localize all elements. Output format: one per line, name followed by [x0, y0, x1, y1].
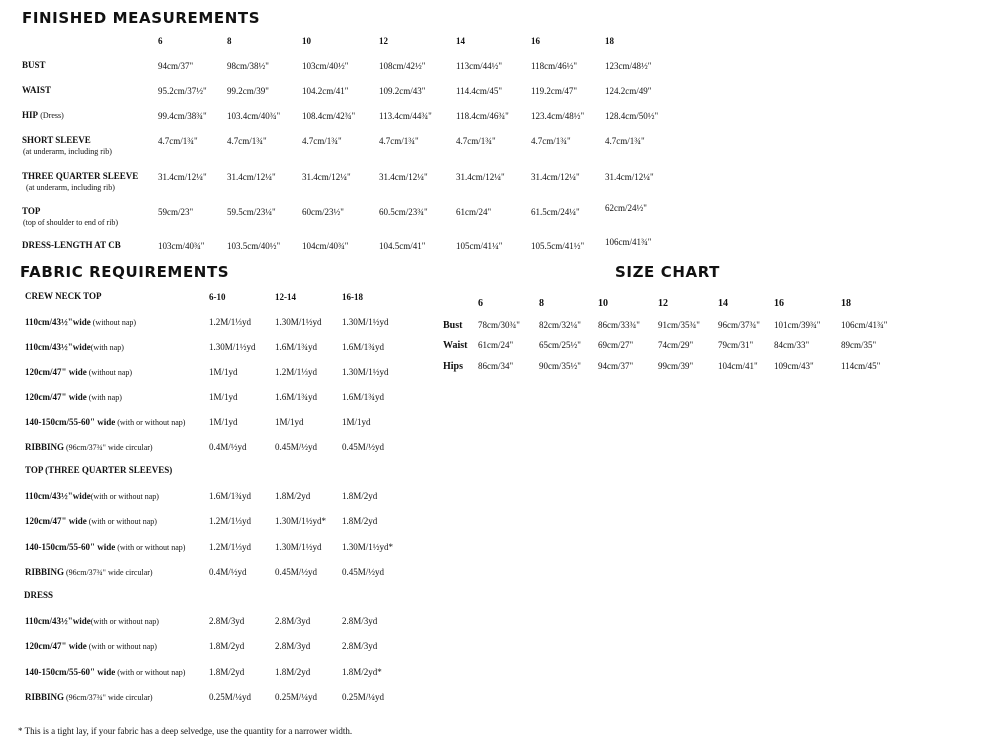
fr-fabric-note: (with nap) — [86, 393, 122, 402]
fr-fabric-width: 120cm/47" wide — [25, 516, 87, 526]
fr-fabric-note: (with or without nap) — [90, 617, 159, 626]
fm-size-header: 14 — [456, 36, 465, 46]
fm-measure-name: WAIST — [22, 85, 52, 95]
sc-value-cell: 91cm/35¾" — [658, 320, 700, 330]
sc-value-cell: 69cm/27" — [598, 340, 634, 350]
fm-value-cell: 98cm/38½" — [227, 61, 269, 71]
fr-value-cell: 0.45M/½yd — [275, 442, 318, 452]
fm-size-header: 18 — [605, 36, 614, 46]
fm-value-cell: 124.2cm/49" — [605, 86, 652, 96]
fm-size-header: 16 — [531, 36, 540, 46]
fm-value-cell: 118.4cm/46¾" — [456, 111, 509, 121]
fm-measure-name: TOP — [22, 206, 41, 216]
fr-value-cell: 1.2M/1⅓yd — [209, 516, 252, 526]
fr-fabric-note: (96cm/37¾" wide circular) — [64, 443, 153, 452]
fr-value-cell: 1.2M/1⅓yd — [275, 367, 318, 377]
fm-value-cell: 4.7cm/1¾" — [302, 136, 342, 146]
fabric-requirements-title: FABRIC REQUIREMENTS — [20, 263, 230, 281]
fr-fabric-note: (with nap) — [90, 343, 124, 352]
fr-fabric-note: (with or without nap) — [115, 668, 186, 677]
fm-value-cell: 118cm/46½" — [531, 61, 578, 71]
fm-size-header: 12 — [379, 36, 388, 46]
fr-value-cell: 0.25M/¼yd — [342, 692, 385, 702]
fm-value-cell: 60cm/23½" — [302, 207, 344, 217]
sc-size-header: 18 — [841, 298, 851, 309]
sc-value-cell: 90cm/35½" — [539, 361, 581, 371]
fr-value-cell: 1.30M/1½yd — [342, 317, 389, 327]
fm-value-cell: 104cm/40¾" — [302, 241, 349, 251]
fr-fabric-note: (with or without nap) — [90, 492, 159, 501]
sc-value-cell: 74cm/29" — [658, 340, 694, 350]
sc-value-cell: 86cm/34" — [478, 361, 514, 371]
fr-fabric-note: (with or without nap) — [115, 418, 186, 427]
fr-fabric-width: 120cm/47" wide — [25, 367, 87, 377]
fm-value-cell: 119.2cm/47" — [531, 86, 578, 96]
fm-value-cell: 106cm/41¾" — [605, 237, 652, 247]
fm-value-cell: 113cm/44½" — [456, 61, 503, 71]
sc-value-cell: 65cm/25½" — [539, 340, 581, 350]
fm-value-cell: 31.4cm/12¼" — [158, 172, 207, 182]
fr-value-cell: 1.8M/2yd — [209, 667, 245, 677]
fm-value-cell: 105.5cm/41½" — [531, 241, 585, 251]
fr-fabric-label — [25, 442, 153, 453]
size-chart-title: SIZE CHART — [615, 263, 721, 281]
fr-fabric-width: 140-150cm/55-60" wide — [25, 667, 116, 677]
fm-measure-name: BUST — [22, 60, 46, 70]
fr-section-heading: DRESS — [24, 590, 54, 600]
fm-value-cell: 61cm/24" — [456, 207, 492, 217]
fr-value-cell: 0.25M/¼yd — [275, 692, 318, 702]
sc-size-header: 8 — [539, 298, 544, 309]
fm-measure-note: (at underarm, including rib) — [23, 147, 112, 156]
fr-value-cell: 1.30M/1½yd* — [275, 516, 327, 526]
fm-measure-name: THREE QUARTER SLEEVE — [22, 171, 139, 181]
fm-value-cell: 31.4cm/12¼" — [456, 172, 505, 182]
fm-value-cell: 99.4cm/38¾" — [158, 111, 207, 121]
fr-fabric-label — [25, 692, 153, 703]
fr-value-cell: 1.2M/1⅓yd — [209, 542, 252, 552]
fr-value-cell: 1.30M/1½yd — [275, 317, 322, 327]
fr-value-cell: 1.30M/1½yd — [209, 342, 256, 352]
fm-value-cell: 4.7cm/1¾" — [227, 136, 267, 146]
fr-value-cell: 1.30M/1½yd* — [342, 542, 394, 552]
fr-fabric-note: (without nap) — [90, 318, 137, 327]
fr-value-cell: 1.30M/1½yd — [275, 542, 322, 552]
fm-row-label — [22, 60, 46, 71]
fr-fabric-label — [25, 616, 159, 627]
fm-value-cell: 104.2cm/41" — [302, 86, 349, 96]
fr-size-group-header: 16-18 — [342, 292, 363, 302]
fr-fabric-width: 110cm/43½"wide — [25, 342, 91, 352]
fr-fabric-width: 140-150cm/55-60" wide — [25, 417, 116, 427]
fr-value-cell: 1.30M/1½yd — [342, 367, 389, 377]
fm-value-cell: 95.2cm/37½" — [158, 86, 207, 96]
fr-value-cell: 1M/1yd — [275, 417, 304, 427]
fr-value-cell: 0.4M/½yd — [209, 567, 247, 577]
fr-fabric-label — [25, 516, 157, 527]
fr-fabric-width: 110cm/43½"wide — [25, 491, 91, 501]
fm-value-cell: 99.2cm/39" — [227, 86, 269, 96]
fr-section-heading: CREW NECK TOP — [25, 291, 102, 301]
fm-value-cell: 31.4cm/12¼" — [531, 172, 580, 182]
fm-size-header: 8 — [227, 36, 232, 46]
fr-fabric-label — [25, 317, 136, 328]
sc-value-cell: 104cm/41" — [718, 361, 758, 371]
fm-measure-name: HIP — [22, 110, 39, 120]
footnote: * This is a tight lay, if your fabric has a deep selvedge, use the quantity for a narrower width. — [18, 726, 353, 736]
fm-value-cell: 62cm/24½" — [605, 203, 647, 213]
fm-value-cell: 31.4cm/12¼" — [302, 172, 351, 182]
sc-value-cell: 99cm/39" — [658, 361, 694, 371]
fm-value-cell: 4.7cm/1¾" — [379, 136, 419, 146]
fr-value-cell: 1.8M/2yd — [342, 491, 378, 501]
fr-fabric-label — [25, 542, 185, 553]
fr-value-cell: 2.8M/3yd — [209, 616, 245, 626]
fm-value-cell: 103.5cm/40½" — [227, 241, 281, 251]
fr-value-cell: 2.8M/3yd — [275, 641, 311, 651]
fr-value-cell: 1.6M/1¾yd — [342, 342, 385, 352]
fr-section-heading: TOP (THREE QUARTER SLEEVES) — [25, 465, 173, 475]
fr-value-cell: 1.8M/2yd — [275, 491, 311, 501]
fr-size-group-header: 6-10 — [209, 292, 226, 302]
fr-value-cell: 1M/1yd — [209, 417, 238, 427]
sc-value-cell: 106cm/41¾" — [841, 320, 888, 330]
fm-row-label — [22, 206, 40, 217]
sc-size-header: 6 — [478, 298, 483, 309]
fm-value-cell: 104.5cm/41" — [379, 241, 426, 251]
fr-value-cell: 1.2M/1⅓yd — [209, 317, 252, 327]
fm-value-cell: 31.4cm/12¼" — [379, 172, 428, 182]
fr-value-cell: 1M/1yd — [209, 367, 238, 377]
fm-value-cell: 103.4cm/40¾" — [227, 111, 281, 121]
sc-value-cell: 86cm/33¾" — [598, 320, 640, 330]
fr-value-cell: 0.45M/½yd — [275, 567, 318, 577]
fr-value-cell: 1.6M/1¾yd — [209, 491, 252, 501]
sc-value-cell: 78cm/30¾" — [478, 320, 520, 330]
fr-value-cell: 1.8M/2yd — [275, 667, 311, 677]
sc-value-cell: 61cm/24" — [478, 340, 514, 350]
fm-row-label — [22, 171, 138, 182]
fm-row-label — [22, 110, 64, 121]
fm-measure-note: (at underarm, including rib) — [26, 183, 115, 192]
fr-fabric-note: (with or without nap) — [115, 543, 186, 552]
fr-fabric-note: (96cm/37¾" wide circular) — [64, 568, 153, 577]
fr-value-cell: 1M/1yd — [342, 417, 371, 427]
fm-value-cell: 31.4cm/12¼" — [605, 172, 654, 182]
fr-fabric-note: (with or without nap) — [86, 517, 157, 526]
fm-measure-note: (Dress) — [40, 111, 64, 120]
fr-fabric-label — [25, 491, 159, 502]
fr-value-cell: 1.6M/1¾yd — [275, 342, 318, 352]
finished-measurements-title: FINISHED MEASUREMENTS — [22, 9, 261, 27]
fr-fabric-label — [25, 392, 122, 403]
sc-value-cell: 79cm/31" — [718, 340, 754, 350]
fr-fabric-note: (96cm/37¾" wide circular) — [64, 693, 153, 702]
sc-size-header: 16 — [774, 298, 784, 309]
fr-value-cell: 0.25M/¼yd — [209, 692, 252, 702]
fr-value-cell: 1.6M/1¾yd — [275, 392, 318, 402]
fm-value-cell: 94cm/37" — [158, 61, 194, 71]
fm-size-header: 10 — [302, 36, 311, 46]
fm-value-cell: 109.2cm/43" — [379, 86, 426, 96]
fr-fabric-width: RIBBING — [25, 442, 65, 452]
fm-value-cell: 59.5cm/23¼" — [227, 207, 276, 217]
sc-value-cell: 82cm/32¼" — [539, 320, 581, 330]
fr-fabric-width: 110cm/43½"wide — [25, 317, 91, 327]
fr-fabric-label — [25, 417, 185, 428]
sc-measure-label: Bust — [443, 320, 463, 331]
fm-row-label — [22, 240, 121, 251]
fr-value-cell: 0.45M/½yd — [342, 442, 385, 452]
fm-value-cell: 4.7cm/1¾" — [531, 136, 571, 146]
fm-measure-note: (top of shoulder to end of rib) — [23, 218, 119, 227]
fr-fabric-width: 140-150cm/55-60" wide — [25, 542, 116, 552]
fr-value-cell: 1.8M/2yd — [209, 641, 245, 651]
fr-value-cell: 0.4M/½yd — [209, 442, 247, 452]
fr-fabric-note: (with or without nap) — [86, 642, 157, 651]
fm-value-cell: 108.4cm/42¾" — [302, 111, 356, 121]
fr-fabric-label — [25, 567, 153, 578]
sc-measure-label: Hips — [443, 361, 464, 372]
fr-fabric-label — [25, 367, 132, 378]
fr-value-cell: 2.8M/3yd — [275, 616, 311, 626]
fr-fabric-width: 120cm/47" wide — [25, 392, 87, 402]
fm-value-cell: 105cm/41¼" — [456, 241, 503, 251]
fm-value-cell: 60.5cm/23¾" — [379, 207, 428, 217]
fm-value-cell: 4.7cm/1¾" — [605, 136, 645, 146]
fm-row-label — [22, 135, 91, 146]
fr-value-cell: 2.8M/3yd — [342, 616, 378, 626]
fr-value-cell: 1M/1yd — [209, 392, 238, 402]
fr-value-cell: 1.6M/1¾yd — [342, 392, 385, 402]
fm-value-cell: 113.4cm/44¾" — [379, 111, 432, 121]
fm-value-cell: 108cm/42½" — [379, 61, 426, 71]
fr-fabric-label — [25, 342, 124, 353]
fr-fabric-label — [25, 667, 185, 678]
fr-value-cell: 1.8M/2yd — [342, 516, 378, 526]
fm-value-cell: 123.4cm/48½" — [531, 111, 585, 121]
fr-fabric-label — [25, 641, 157, 652]
fr-fabric-width: RIBBING — [25, 692, 65, 702]
fr-value-cell: 2.8M/3yd — [342, 641, 378, 651]
fm-value-cell: 114.4cm/45" — [456, 86, 503, 96]
fm-value-cell: 59cm/23" — [158, 207, 194, 217]
sc-value-cell: 84cm/33" — [774, 340, 810, 350]
sc-value-cell: 96cm/37¾" — [718, 320, 760, 330]
sc-size-header: 12 — [658, 298, 668, 309]
sc-value-cell: 114cm/45" — [841, 361, 881, 371]
fr-value-cell: 0.45M/½yd — [342, 567, 385, 577]
fm-value-cell: 31.4cm/12¼" — [227, 172, 276, 182]
sc-size-header: 14 — [718, 298, 728, 309]
fm-value-cell: 103cm/40½" — [302, 61, 349, 71]
fm-value-cell: 61.5cm/24¼" — [531, 207, 580, 217]
fm-value-cell: 4.7cm/1¾" — [158, 136, 198, 146]
fm-value-cell: 4.7cm/1¾" — [456, 136, 496, 146]
fr-value-cell: 1.8M/2yd* — [342, 667, 382, 677]
fr-size-group-header: 12-14 — [275, 292, 296, 302]
fr-fabric-note: (without nap) — [86, 368, 133, 377]
fm-row-label — [22, 85, 51, 96]
sc-measure-label: Waist — [443, 340, 468, 351]
sc-value-cell: 109cm/43" — [774, 361, 814, 371]
fm-measure-name: DRESS-LENGTH AT CB — [22, 240, 121, 250]
fr-fabric-width: 120cm/47" wide — [25, 641, 87, 651]
sc-value-cell: 94cm/37" — [598, 361, 634, 371]
fr-fabric-width: RIBBING — [25, 567, 65, 577]
fm-value-cell: 128.4cm/50½" — [605, 111, 659, 121]
fm-size-header: 6 — [158, 36, 163, 46]
fm-value-cell: 103cm/40¾" — [158, 241, 205, 251]
sc-value-cell: 89cm/35" — [841, 340, 877, 350]
fm-measure-name: SHORT SLEEVE — [22, 135, 91, 145]
fr-fabric-width: 110cm/43½"wide — [25, 616, 91, 626]
fm-value-cell: 123cm/48½" — [605, 61, 652, 71]
sc-size-header: 10 — [598, 298, 608, 309]
sc-value-cell: 101cm/39¾" — [774, 320, 821, 330]
